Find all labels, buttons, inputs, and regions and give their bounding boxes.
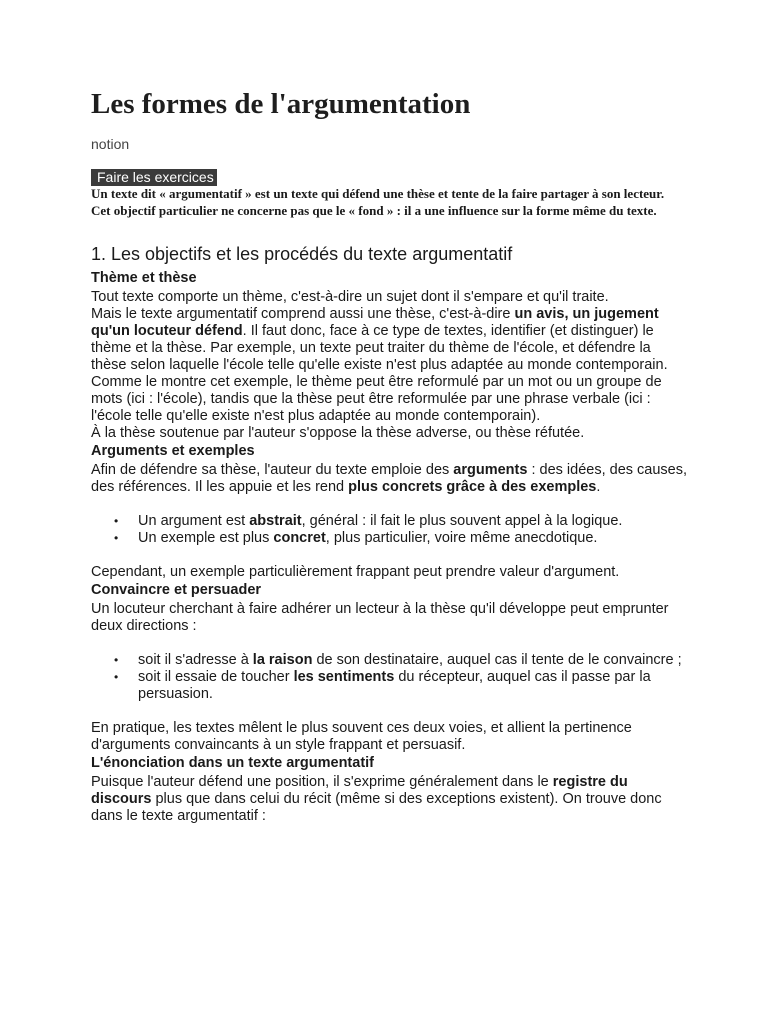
convaincre-paragraph-2: En pratique, les textes mêlent le plus souvent ces deux voies, et allient la pertinence d'arguments convaincants à un style frappant et persuasif.	[91, 720, 632, 753]
list-item: • Un exemple est plus concret, plus particulier, voire même anecdotique.	[138, 530, 687, 547]
subheading-arguments: Arguments et exemples	[91, 443, 255, 459]
main-content	[91, 243, 687, 825]
notion-label: notion	[91, 136, 130, 152]
convaincre-list	[91, 652, 687, 703]
convaincre-paragraph-1: Un locuteur cherchant à faire adhérer un lecteur à la thèse qu'il développe peut emprunter deux directions :	[91, 601, 669, 634]
list-item: • soit il essaie de toucher les sentiments du récepteur, auquel cas il passe par la persuasion.	[138, 669, 687, 703]
subheading-theme: Thème et thèse	[91, 270, 197, 286]
list-item: • soit il s'adresse à la raison de son destinataire, auquel cas il tente de le convaincre ;	[138, 652, 687, 669]
exercises-button[interactable]: Faire les exercices	[91, 169, 217, 186]
list-item: • Un argument est abstrait, général : il fait le plus souvent appel à la logique.	[138, 513, 687, 530]
theme-paragraph-1: Tout texte comporte un thème, c'est-à-dire un sujet dont il s'empare et qu'il traite.	[91, 289, 609, 305]
theme-paragraph-2: Mais le texte argumentatif comprend aussi une thèse, c'est-à-dire un avis, un jugement qu'un locuteur défend. Il faut donc, face à ce type de textes, identifier (et distinguer) le thème et la thèse. Par exemple, un texte peut traiter du thème de l'école, et défendre la thèse selon laquelle l'école telle qu'elle existe n'est plus adaptée au monde contemporain.	[91, 306, 668, 373]
arguments-paragraph-1: Afin de défendre sa thèse, l'auteur du texte emploie des arguments : des idées, des causes, des références. Il les appuie et les rend plus concrets grâce à des exemples.	[91, 462, 688, 495]
intro-paragraph: Un texte dit « argumentatif » est un texte qui défend une thèse et tente de la faire partager à son lecteur. Cet objectif particulier ne concerne pas que le « fond » : il a une influence sur la forme même du texte.	[91, 186, 665, 218]
subheading-enonciation: L'énonciation dans un texte argumentatif	[91, 755, 375, 771]
enonciation-paragraph-1: Puisque l'auteur défend une position, il s'exprime généralement dans le registre du discours plus que dans celui du récit (même si des exceptions existent). On trouve donc dans le texte argumentatif :	[91, 774, 662, 824]
subheading-convaincre: Convaincre et persuader	[91, 582, 262, 598]
section-heading: 1. Les objectifs et les procédés du texte argumentatif	[91, 244, 513, 264]
theme-paragraph-4: À la thèse soutenue par l'auteur s'oppose la thèse adverse, ou thèse réfutée.	[91, 425, 585, 441]
arguments-paragraph-2: Cependant, un exemple particulièrement frappant peut prendre valeur d'argument.	[91, 564, 620, 580]
theme-paragraph-3: Comme le montre cet exemple, le thème peut être reformulé par un mot ou un groupe de mots (ici : l'école), tandis que la thèse peut être reformulée par une phrase verbale (ici : l'école telle qu'elle existe n'est plus adaptée au monde contemporain).	[91, 374, 662, 424]
page-title: Les formes de l'argumentation	[91, 88, 471, 120]
arguments-list	[91, 513, 687, 547]
